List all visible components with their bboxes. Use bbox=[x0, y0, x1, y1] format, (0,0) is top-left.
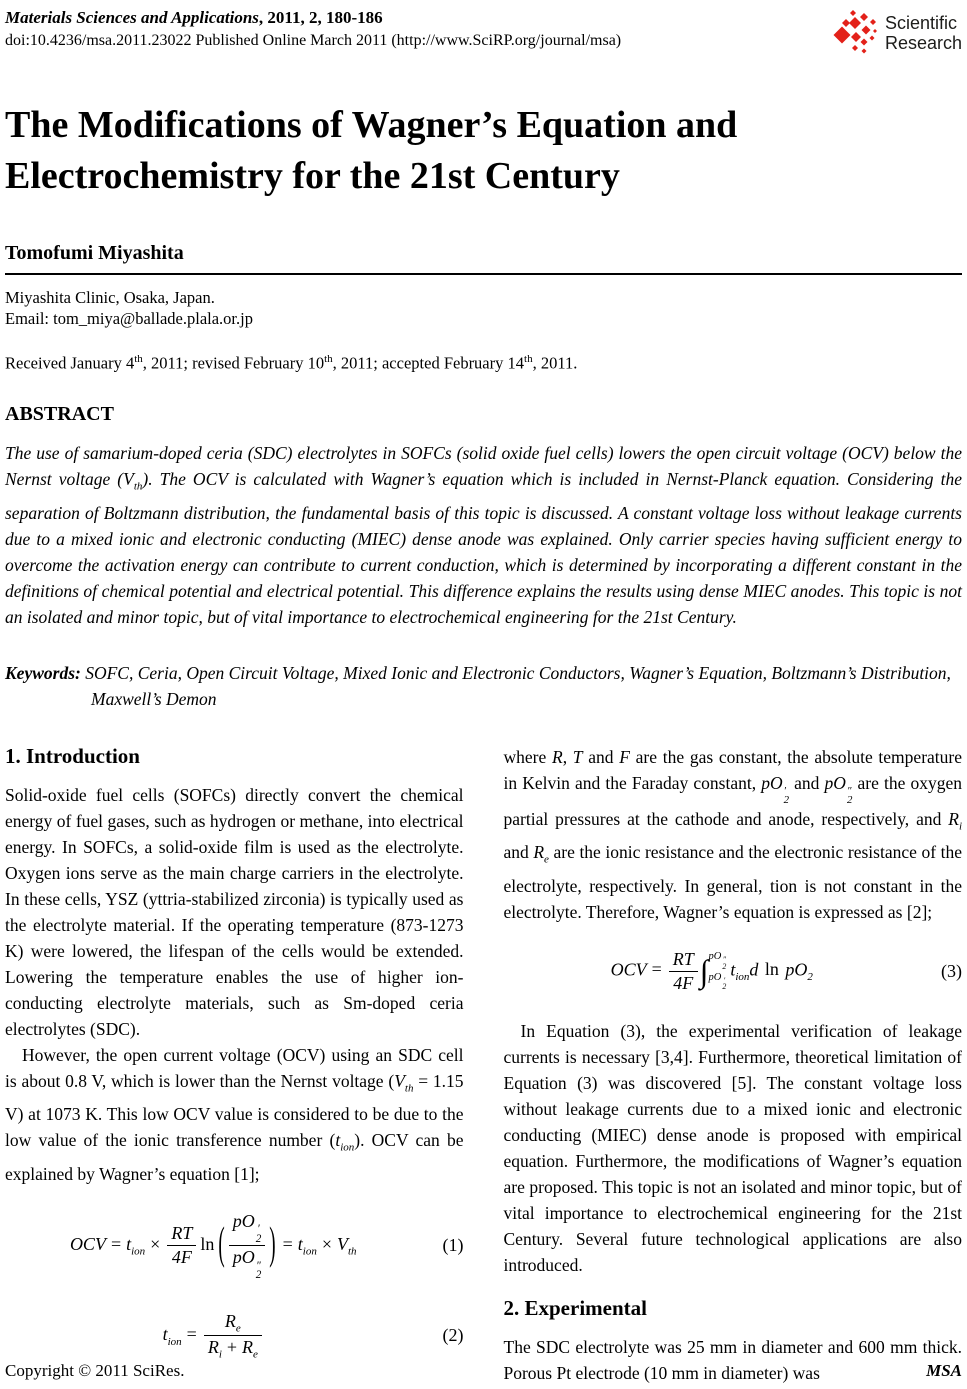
integral-sign: ∫ bbox=[699, 952, 709, 989]
section-heading-experimental: 2. Experimental bbox=[503, 1295, 647, 1320]
math-sub-ion: ion bbox=[735, 970, 750, 983]
paragraph-segment: and bbox=[503, 842, 534, 863]
math-var-t: t bbox=[730, 959, 736, 980]
paragraph-segment: are the gas constant, the absolute temperature in Kelvin and the Faraday constant, bbox=[503, 746, 962, 793]
equation-3 bbox=[504, 949, 963, 994]
received-text: , 2011; revised February 10 bbox=[142, 353, 325, 373]
author-divider bbox=[5, 273, 962, 275]
integral-lower-limit bbox=[709, 972, 727, 992]
author-name: Tomofumi Miyashita bbox=[5, 241, 184, 264]
prime-sub-stack bbox=[255, 1259, 262, 1282]
journal-name: Materials Sciences and Applications bbox=[5, 8, 259, 27]
double-prime-mark: ″ bbox=[846, 785, 852, 798]
prime-mark: ′ bbox=[783, 785, 786, 798]
math-sub-th: th bbox=[347, 1245, 357, 1258]
math-var-R: R bbox=[948, 808, 959, 829]
math-var-R: R bbox=[207, 1337, 219, 1358]
math-sub-th: th bbox=[133, 480, 143, 493]
keywords-line bbox=[5, 660, 962, 712]
ordinal-superscript: th bbox=[324, 352, 333, 365]
page-header bbox=[5, 8, 962, 56]
math-var-V: V bbox=[336, 1233, 348, 1254]
prime-sub-stack bbox=[722, 975, 727, 992]
fraction-RT-4F bbox=[167, 1223, 196, 1268]
prime-mark: ′ bbox=[723, 975, 726, 985]
math-var-RT: RT bbox=[171, 1223, 193, 1244]
equation-2-body bbox=[5, 1311, 422, 1361]
sub-2: 2 bbox=[846, 794, 853, 807]
doi-line: doi:10.4236/msa.2011.23022 Published Online March 2011 (http://www.SciRP.org/journal/msa) bbox=[5, 32, 622, 49]
abstract-heading: ABSTRACT bbox=[5, 403, 114, 426]
sub-2: 2 bbox=[722, 961, 727, 971]
times-sign: × bbox=[321, 1233, 332, 1254]
math-var-pO2: pO bbox=[232, 1247, 255, 1268]
math-var-pO2: pO bbox=[708, 971, 722, 983]
math-var-R: R bbox=[551, 746, 563, 767]
footer-copyright: Copyright © 2011 SciRes. bbox=[5, 1361, 185, 1380]
journal-line bbox=[5, 8, 621, 28]
integral-limits bbox=[709, 951, 727, 991]
publisher-logo-text bbox=[885, 13, 962, 53]
integral-upper-limit bbox=[709, 951, 727, 971]
rc-paragraph-2: In Equation (3), the experimental verification of leakage currents is necessary [3,4]. Furthermore, theoretical limitation of Equation (3) was discovered [5]. The constant voltage loss without leakage currents due to a mixed ionic and electronic conducting (MIEC) dense anode is proposed with empirical equation. Furthermore, the modifications of Wagner’s equation are proposed. This topic is not an isolated and minor topic, but of vital importance to electrochemical engineering for the 21st Century. Several future technological applications are also introduced. bbox=[503, 1020, 962, 1275]
equation-3-body bbox=[504, 949, 921, 994]
received-text: , 2011; accepted February 14 bbox=[332, 353, 525, 373]
math-var-pO2: pO bbox=[824, 772, 846, 793]
math-var-R: R bbox=[224, 1310, 236, 1331]
right-column bbox=[504, 744, 963, 1387]
left-paren: ( bbox=[218, 1219, 225, 1270]
math-var-pO2: pO bbox=[761, 772, 783, 793]
prime-mark: ′ bbox=[257, 1223, 260, 1236]
page-footer bbox=[5, 1361, 962, 1381]
affiliation: Miyashita Clinic, Osaka, Japan. bbox=[5, 287, 215, 307]
math-var-V: V bbox=[394, 1070, 405, 1091]
times-sign: × bbox=[150, 1233, 161, 1254]
abstract-text bbox=[5, 440, 962, 630]
intro-paragraph-2 bbox=[5, 1042, 464, 1187]
abstract-segment: ). The OCV is calculated with Wagner’s equation which is included in Nernst-Planck equation. Considering the separation of Boltzmann distribution, the fundamental basis of this topic is discussed. A constant voltage loss without leakage currents due to a mixed ionic and electronic conducting (MIEC) dense anode was explained. Only carrier species having sufficient energy to overcome the activation energy can contribute to current conduction, which is determined by incorporating a different constant in the definitions of chemical potential and electrical potential. This difference explains the results using dense MIEC anodes. This topic is not an isolated and minor topic, but of vital importance to electrochemical engineering for the 21st Century. bbox=[5, 469, 962, 627]
prime-sub-stack bbox=[256, 1225, 262, 1244]
prime-sub-stack bbox=[722, 957, 726, 970]
equals-sign: = bbox=[186, 1324, 197, 1345]
paragraph-segment: = 1.15 V) at 1073 K. This low OCV value is considered to be due to the low value of the ionic transference number ( bbox=[5, 1070, 464, 1151]
body-columns bbox=[5, 744, 962, 1387]
equals-sign: = bbox=[282, 1233, 293, 1254]
keywords-text: SOFC, Ceria, Open Circuit Voltage, Mixed Ionic and Electronic Conductors, Wagner’s Equation, Boltzmann’s Distribution, Maxwell’s Demon bbox=[85, 662, 951, 709]
sub-2: 2 bbox=[255, 1269, 262, 1282]
section-heading-introduction: 1. Introduction bbox=[5, 743, 140, 768]
math-var-RT: RT bbox=[672, 948, 694, 969]
paragraph-segment: where bbox=[503, 746, 552, 767]
journal-issue-pages: , 2011, 2, 180-186 bbox=[258, 8, 383, 27]
fraction-resistances bbox=[204, 1311, 262, 1361]
footer-journal-abbrev: MSA bbox=[926, 1361, 962, 1380]
math-var-pO2: pO bbox=[708, 951, 722, 963]
sub-2: 2 bbox=[807, 970, 813, 983]
math-var-4F: 4F bbox=[171, 1247, 192, 1268]
paper-title: The Modifications of Wagner’s Equation and Electrochemistry for the 21st Century bbox=[5, 104, 738, 197]
paragraph-segment: , bbox=[562, 746, 573, 767]
paragraph-segment: are the ionic resistance and the electronic resistance of the electrolyte, respectively. In general, tion is not constant in the electrolyte. Therefore, Wagner’s equation is expressed as [2]; bbox=[503, 842, 962, 922]
math-var-OCV: OCV bbox=[69, 1233, 106, 1254]
logo-text-line1: Scientific bbox=[884, 13, 957, 33]
math-sub-ion: ion bbox=[340, 1141, 355, 1154]
math-var-R: R bbox=[533, 842, 545, 863]
sub-2: 2 bbox=[722, 982, 727, 992]
intro-paragraph-1: Solid-oxide fuel cells (SOFCs) directly convert the chemical energy of fuel gases, such as hydrogen or methane, into electrical energy. In SOFCs, a solid-oxide film is used as the electrolyte. Oxygen ions serve as the main charge carriers in the electrolyte. In these cells, YSZ (yttria-stabilized zirconia) is typically used as the electrolyte material. If the operating temperature (873-1273 K) were lowered, the lifespan of the cells would be extended. Lowering the temperature enables the use of higher ion-conducting electrolyte materials, such as Sm-doped ceria electrolytes (SDC). bbox=[5, 784, 464, 1039]
rc-paragraph-1 bbox=[504, 744, 963, 925]
math-sub-i: i bbox=[218, 1349, 222, 1362]
double-prime-mark: ″ bbox=[722, 955, 726, 965]
affiliation-block bbox=[5, 287, 962, 329]
ordinal-superscript: th bbox=[134, 352, 143, 365]
math-var-T: T bbox=[572, 746, 583, 767]
math-sub-ion: ion bbox=[167, 1335, 182, 1348]
fraction-RT-4F bbox=[669, 949, 698, 994]
equation-3-number: (3) bbox=[941, 960, 962, 981]
equation-2-number: (2) bbox=[442, 1325, 464, 1346]
ordinal-superscript: th bbox=[524, 352, 533, 365]
equation-1-number: (1) bbox=[442, 1235, 464, 1256]
received-text: Received January 4 bbox=[5, 353, 135, 373]
scientific-research-diamonds-icon bbox=[831, 10, 881, 56]
math-sub-e: e bbox=[544, 853, 549, 866]
paragraph-segment: ). OCV can be explained by Wagner’s equation [1]; bbox=[5, 1130, 464, 1184]
fraction-pressures bbox=[229, 1211, 266, 1281]
paragraph-segment: and bbox=[789, 772, 825, 793]
math-var-d: d bbox=[749, 959, 759, 980]
math-sub-ion: ion bbox=[131, 1245, 146, 1258]
plus-sign: + bbox=[226, 1337, 238, 1358]
math-var-t: t bbox=[335, 1130, 341, 1151]
logo-text-line2: Research bbox=[884, 33, 962, 53]
equation-1-body bbox=[5, 1211, 422, 1281]
ln-operator: ln bbox=[200, 1233, 215, 1254]
equation-1 bbox=[5, 1211, 464, 1281]
received-text: , 2011. bbox=[532, 353, 578, 373]
equation-2 bbox=[5, 1311, 464, 1361]
math-sub-e: e bbox=[253, 1349, 258, 1362]
keywords-label: Keywords bbox=[5, 662, 75, 683]
math-var-t: t bbox=[162, 1324, 168, 1345]
publisher-logo bbox=[831, 10, 962, 56]
equals-sign: = bbox=[110, 1233, 122, 1254]
math-sub-e: e bbox=[235, 1322, 241, 1335]
math-var-t: t bbox=[297, 1233, 303, 1254]
math-sub-ion: ion bbox=[302, 1245, 317, 1258]
paragraph-segment: and bbox=[582, 746, 620, 767]
math-sub-th: th bbox=[404, 1082, 414, 1095]
paragraph-segment: However, the open current voltage (OCV) using an SDC cell is about 0.8 V, which is lower than the Nernst voltage ( bbox=[5, 1044, 464, 1091]
math-var-R: R bbox=[242, 1337, 254, 1358]
math-var-pO2: pO bbox=[232, 1210, 255, 1231]
email: Email: tom_miya@ballade.plala.or.jp bbox=[5, 308, 253, 328]
double-prime-mark: ″ bbox=[256, 1259, 261, 1272]
rc-paragraph-3: The SDC electrolyte was 25 mm in diameter and 600 mm thick. Porous Pt electrode (10 mm in diameter) was bbox=[503, 1336, 962, 1383]
math-var-4F: 4F bbox=[673, 972, 694, 993]
equals-sign: = bbox=[651, 959, 662, 980]
left-column bbox=[5, 744, 464, 1387]
math-var-pO2: pO bbox=[785, 959, 808, 980]
sub-2: 2 bbox=[783, 794, 790, 807]
received-line bbox=[5, 353, 962, 374]
paragraph-segment: are the oxygen partial pressures at the cathode and anode, respectively, and bbox=[503, 772, 962, 829]
math-var-OCV: OCV bbox=[610, 959, 647, 980]
math-sub-i: i bbox=[958, 820, 962, 833]
math-var-F: F bbox=[619, 746, 630, 767]
abstract-segment: The use of samarium-doped ceria (SDC) electrolytes in SOFCs (solid oxide fuel cells) lowers the open circuit voltage (OCV) below the Nernst voltage ( bbox=[5, 443, 962, 490]
math-var-V: V bbox=[123, 469, 134, 490]
keywords-colon: : bbox=[75, 662, 86, 683]
header-left bbox=[5, 8, 621, 50]
math-var-t: t bbox=[126, 1233, 132, 1254]
right-paren: ) bbox=[269, 1219, 276, 1270]
sub-2: 2 bbox=[255, 1232, 262, 1245]
ln-operator: ln bbox=[760, 959, 784, 980]
